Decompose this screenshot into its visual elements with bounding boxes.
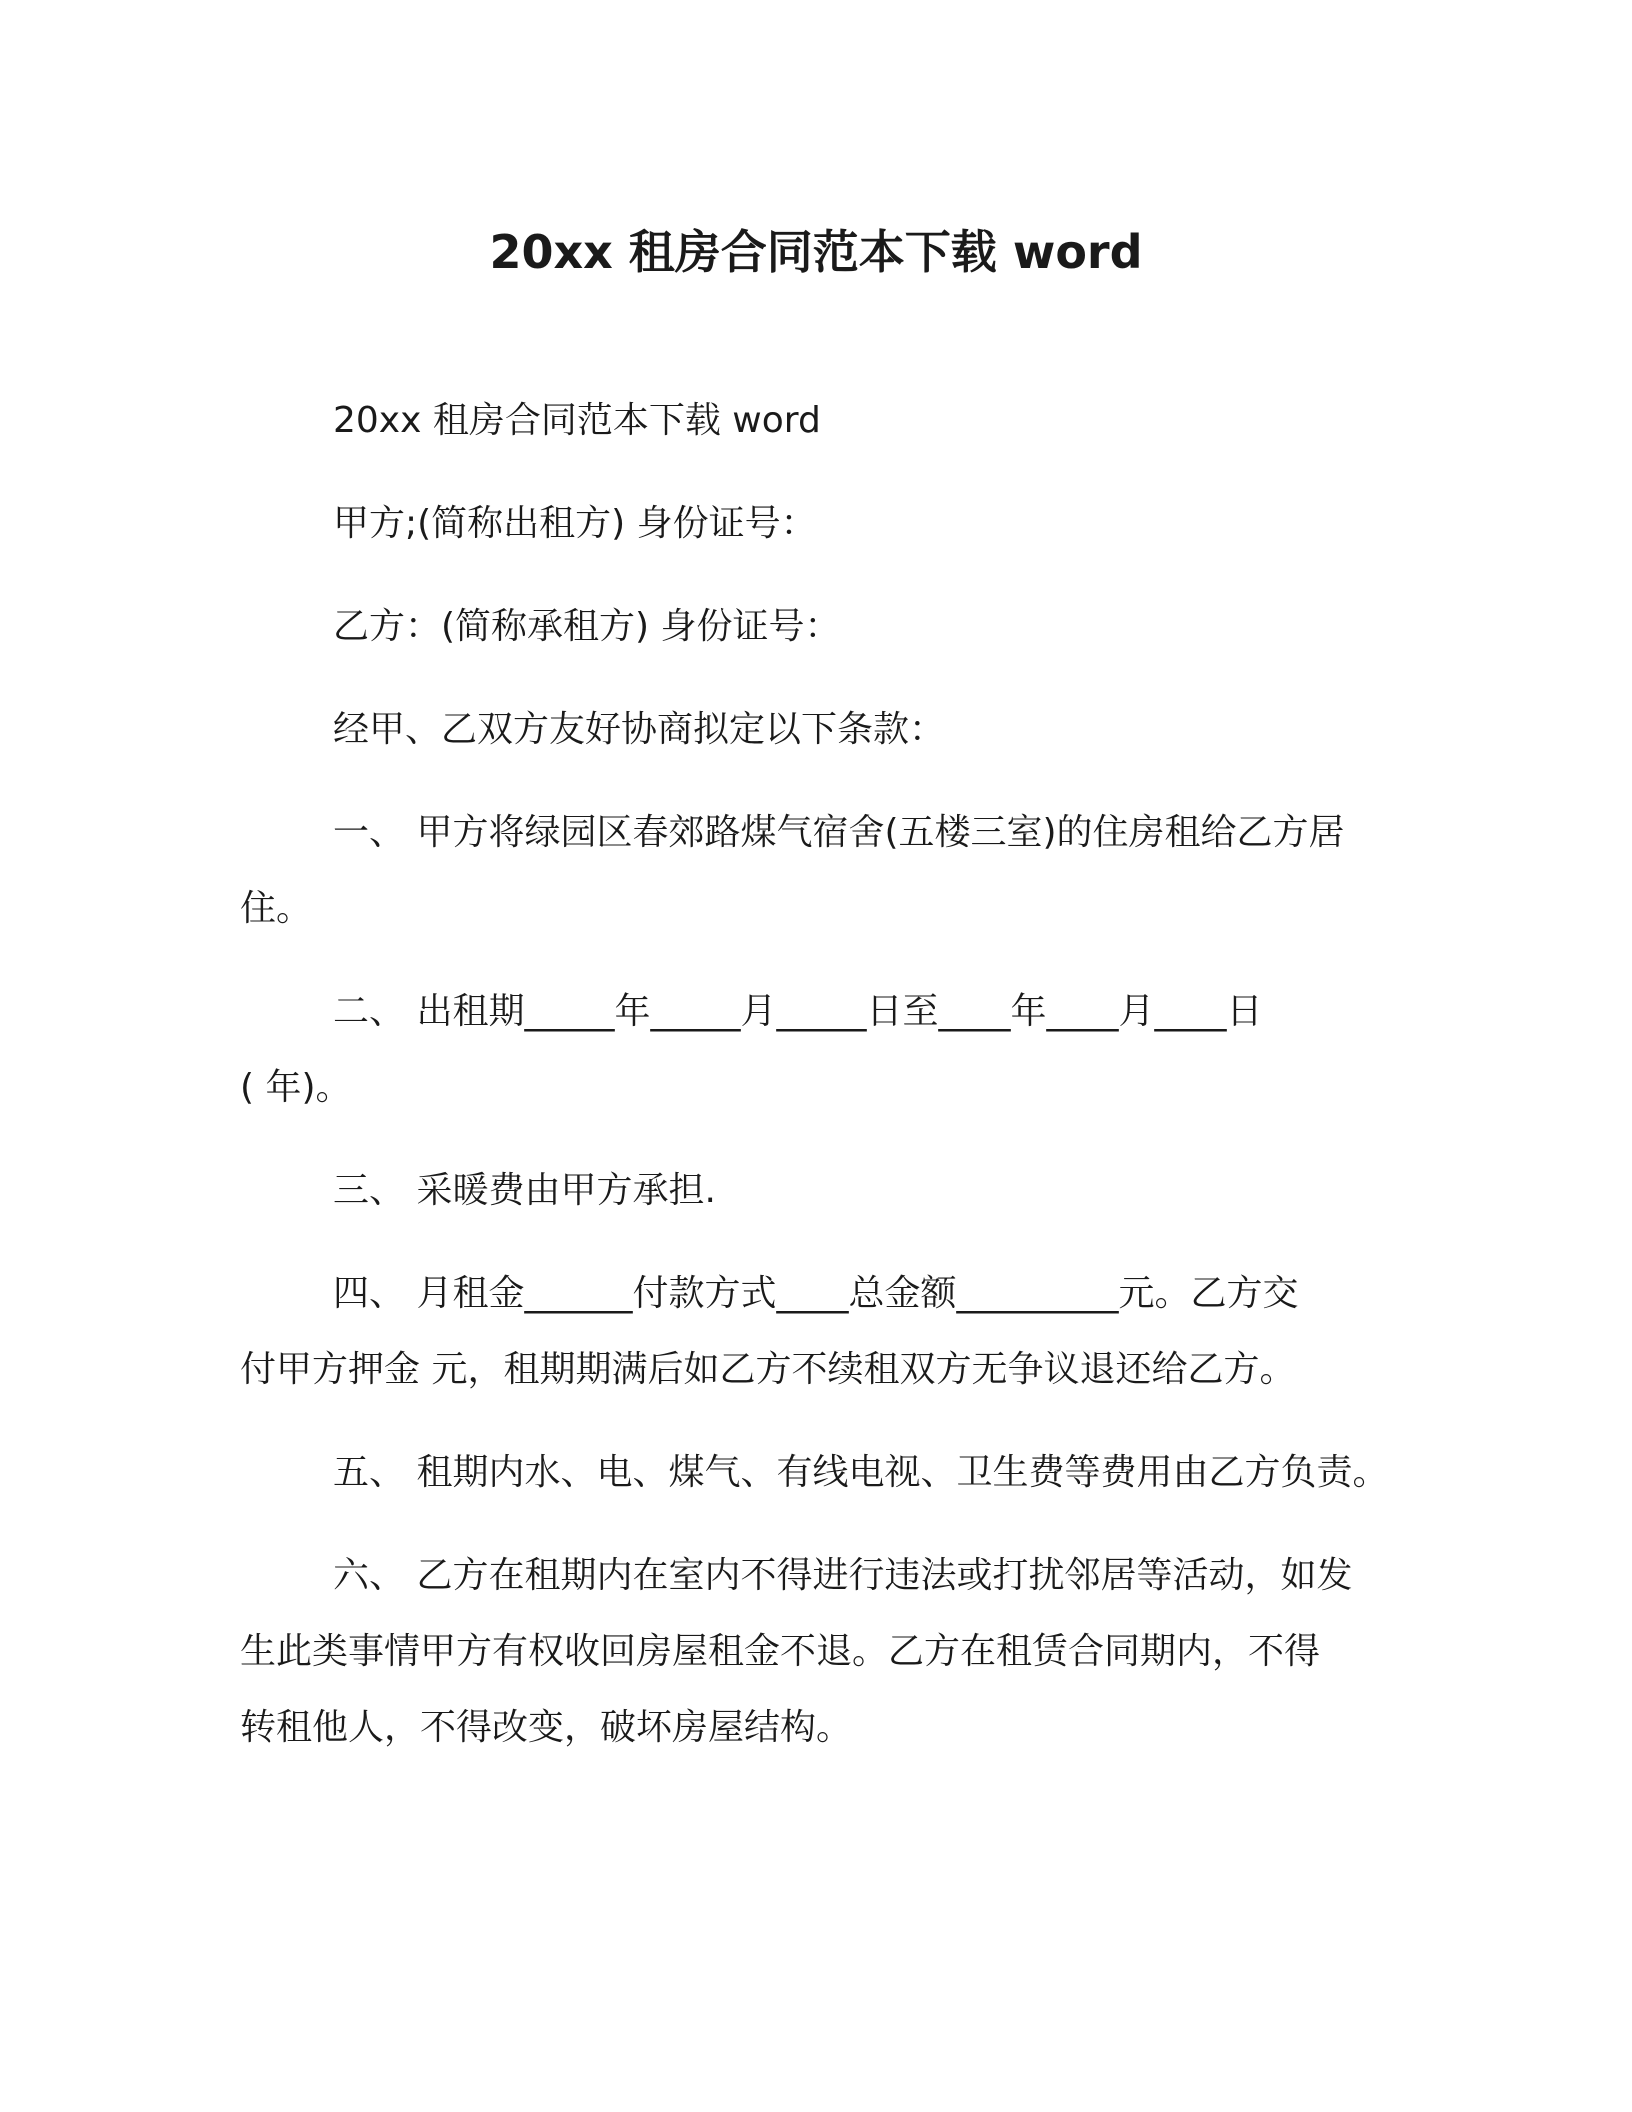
clause-6-line-1: 六、 乙方在租期内在室内不得进行违法或打扰邻居等活动，如发: [333, 1555, 1353, 1596]
clause-4-line-1: 四、 月租金______付款方式____总金额_________元。乙方交: [333, 1273, 1299, 1314]
clause-1-line-1: 一、 甲方将绿园区春郊路煤气宿舍(五楼三室)的住房租给乙方居: [333, 812, 1345, 853]
clause-5-line: 五、 租期内水、电、煤气、有线电视、卫生费等费用由乙方负责。: [333, 1452, 1389, 1493]
clause-4-line-2: 付甲方押金 元，租期期满后如乙方不续租双方无争议退还给乙方。: [240, 1349, 1296, 1390]
document-title: 20xx 租房合同范本下载 word: [489, 225, 1143, 279]
party-b-line: 乙方：(简称承租方) 身份证号：: [333, 606, 841, 647]
clause-6-line-2: 生此类事情甲方有权收回房屋租金不退。乙方在租赁合同期内，不得: [240, 1631, 1321, 1672]
clause-2-line-2: ( 年)。: [240, 1067, 352, 1108]
subtitle-line: 20xx 租房合同范本下载 word: [333, 400, 821, 441]
clause-3-line: 三、 采暖费由甲方承担.: [333, 1170, 716, 1211]
clause-6-line-3: 转租他人，不得改变，破坏房屋结构。: [240, 1707, 853, 1748]
party-a-line: 甲方;(简称出租方) 身份证号：: [333, 503, 817, 544]
clause-1-line-2: 住。: [240, 888, 313, 929]
agreement-intro: 经甲、乙双方友好协商拟定以下条款：: [333, 709, 946, 750]
clause-2-line-1: 二、 出租期_____年_____月_____日至____年____月____日: [333, 991, 1263, 1032]
